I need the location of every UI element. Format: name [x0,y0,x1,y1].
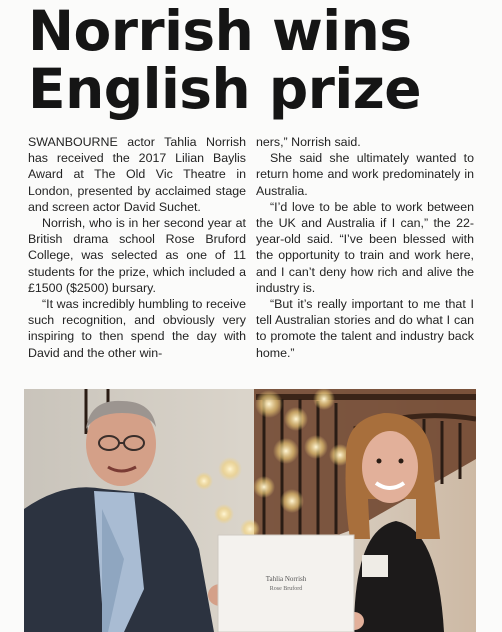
paragraph: “It was incredibly humbling to receive such recognition, and obviously very inspiring to then spend the day with David and the other win- [28,297,246,360]
paragraph: “I’d love to be able to work between the UK and Australia if I can,” the 22-year-old said. “I’ve been blessed with the opportunity to train and work here, and I can’t deny how rich and alive the industry is. [256,199,474,295]
paragraph: Norrish, who is in her second year at British drama school Rose Bruford College, was selected as one of 11 students for the prize, which included a £1500 ($2500) bursary. [28,216,246,295]
certificate-name: Tahlia Norrish [265,575,307,583]
article-column-2 [256,134,474,382]
article-column-1 [28,134,246,382]
photo-illustration [24,389,476,632]
woman-figure [344,413,444,632]
news-photo [24,389,476,632]
certificate-school: Rose Bruford [269,586,303,592]
paragraph: ners,” Norrish said. [256,135,361,149]
article-body [28,134,474,382]
paragraph: “But it’s really important to me that I tell Australian stories and do what I can to promote the talent and industry back home.” [256,297,474,360]
paragraph: SWANBOURNE actor Tahlia Norrish has received the 2017 Lilian Baylis Award at The Old Vic Theatre in London, presented by acclaimed stage and screen actor David Suchet. [28,135,246,214]
headline: Norrish wins English prize [28,0,422,121]
paragraph: She said she ultimately wanted to return home and work predominately in Australia. [256,151,474,198]
certificate [218,535,354,632]
